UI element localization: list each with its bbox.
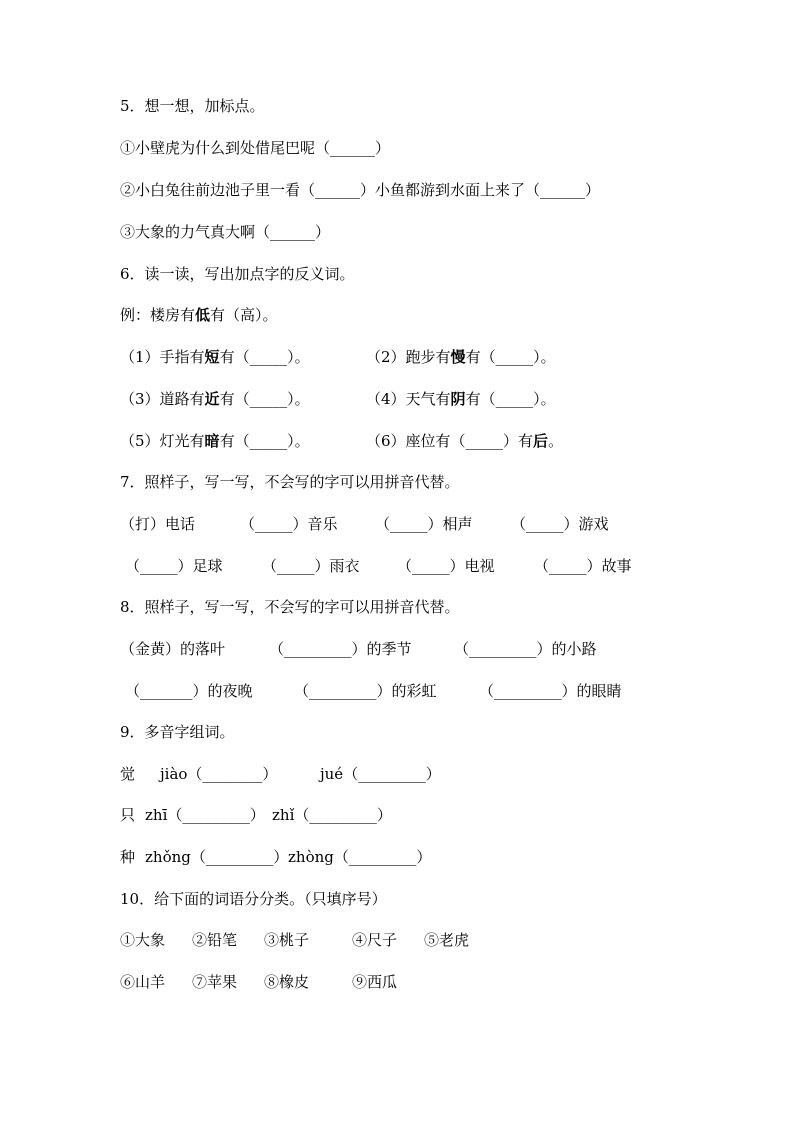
q10-word-2: ②铅笔 <box>192 931 238 949</box>
q6-item-5: （5）灯光有暗有（_____）。 <box>120 432 310 450</box>
q9-row1-reading-b: jué（_________） <box>320 765 441 783</box>
question-9-title: 9．多音字组词。 <box>120 723 235 741</box>
q7-row1-item-2: （_____）音乐 <box>240 515 338 533</box>
q7-row2-item-4: （_____）故事 <box>534 557 632 575</box>
q5-item-3: ③大象的力气真大啊（______） <box>120 223 331 241</box>
q10-word-9: ⑨西瓜 <box>352 973 398 991</box>
q7-row1-item-4: （_____）游戏 <box>511 515 609 533</box>
question-8-title: 8．照样子，写一写，不会写的字可以用拼音代替。 <box>120 598 460 616</box>
question-5-title: 5．想一想，加标点。 <box>120 97 265 115</box>
q9-row1-reading-a: jiào（________） <box>160 765 278 783</box>
q7-row1-item-3: （_____）相声 <box>375 515 473 533</box>
q5-item-2: ②小白兔往前边池子里一看（______）小鱼都游到水面上来了（______） <box>120 181 601 199</box>
q7-row2-item-2: （_____）雨衣 <box>262 557 360 575</box>
q9-char-1: 觉 <box>120 765 136 783</box>
q9-row3-reading-a: zhǒng（_________） <box>145 848 289 866</box>
q9-row2-reading-b: zhǐ（_________） <box>272 806 392 824</box>
q10-word-4: ④尺子 <box>352 931 398 949</box>
question-10-title: 10．给下面的词语分分类。（只填序号） <box>120 890 387 908</box>
q6-item-6: （6）座位有（_____）有后。 <box>366 432 564 450</box>
q6-item-1: （1）手指有短有（_____）。 <box>120 348 310 366</box>
q5-item-1: ①小壁虎为什么到处借尾巴呢（______） <box>120 139 391 157</box>
q10-word-6: ⑥山羊 <box>120 973 166 991</box>
q8-row1-item-1: （金黄）的落叶 <box>120 640 226 658</box>
q6-item-2: （2）跑步有慢有（_____）。 <box>366 348 556 366</box>
q9-row2-reading-a: zhī（_________） <box>145 806 265 824</box>
q8-row2-item-2: （_________）的彩虹 <box>294 682 437 700</box>
question-6-title: 6．读一读，写出加点字的反义词。 <box>120 265 355 283</box>
q7-row1-item-1: （打）电话 <box>120 515 196 533</box>
q10-word-7: ⑦苹果 <box>192 973 238 991</box>
q8-row2-item-1: （_______）的夜晚 <box>125 682 253 700</box>
q10-word-8: ⑧橡皮 <box>264 973 310 991</box>
q7-row2-item-1: （_____）足球 <box>125 557 223 575</box>
q8-row2-item-3: （_________）的眼睛 <box>479 682 622 700</box>
q6-example: 例：楼房有低有（高）。 <box>120 306 278 324</box>
q10-word-3: ③桃子 <box>264 931 310 949</box>
q10-word-5: ⑤老虎 <box>424 931 470 949</box>
q6-item-3: （3）道路有近有（_____）。 <box>120 390 310 408</box>
question-7-title: 7．照样子，写一写，不会写的字可以用拼音代替。 <box>120 473 460 491</box>
q8-row1-item-3: （_________）的小路 <box>454 640 597 658</box>
q8-row1-item-2: （_________）的季节 <box>269 640 412 658</box>
q10-word-1: ①大象 <box>120 931 166 949</box>
q9-char-3: 种 <box>120 848 136 866</box>
q7-row2-item-3: （_____）电视 <box>397 557 495 575</box>
q9-row3-reading-b: zhòng（_________） <box>288 848 432 866</box>
q9-char-2: 只 <box>120 806 136 824</box>
q6-item-4: （4）天气有阴有（_____）。 <box>366 390 556 408</box>
